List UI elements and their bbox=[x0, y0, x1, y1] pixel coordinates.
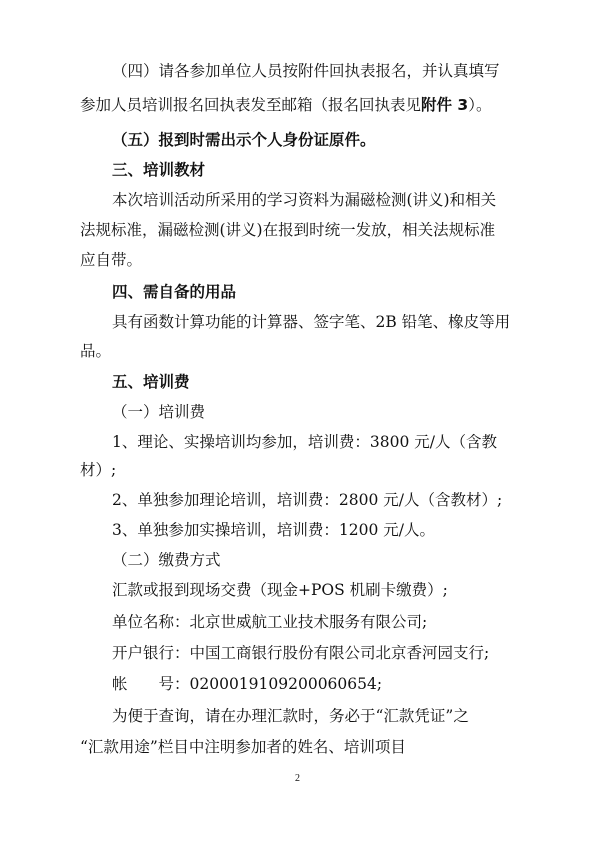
section-heading-fees: 五、培训费 bbox=[112, 373, 190, 391]
para-line-14: 材）; bbox=[80, 461, 117, 479]
para-line-15: 2、单独参加理论培训，培训费：2800 元/人（含教材）; bbox=[112, 491, 503, 509]
para-line-20: 开户银行：中国工商银行股份有限公司北京香河园支行; bbox=[112, 644, 490, 662]
para-line-10: 品。 bbox=[80, 342, 112, 360]
para-line-22: 为便于查询，请在办理汇款时，务必于“汇款凭证”之 bbox=[112, 707, 469, 725]
para-line-9: 具有函数计算功能的计算器、签字笔、2B 铅笔、橡皮等用 bbox=[112, 313, 511, 331]
page-number: 2 bbox=[295, 773, 300, 784]
para-line-13: 1、理论、实操培训均参加，培训费：3800 元/人（含教 bbox=[112, 433, 497, 451]
para-line-19: 单位名称：北京世威航工业技术服务有限公司; bbox=[112, 613, 428, 631]
para-line-18: 汇款或报到现场交费（现金+POS 机刷卡缴费）; bbox=[112, 581, 448, 599]
para-line-6: 法规标准，漏磁检测(讲义)在报到时统一发放，相关法规标准 bbox=[80, 221, 496, 239]
section-heading-supplies: 四、需自备的用品 bbox=[112, 283, 237, 301]
para-line-21: 帐 号：0200019109200060654; bbox=[112, 675, 383, 693]
para-line-16: 3、单独参加实操培训，培训费：1200 元/人。 bbox=[112, 521, 435, 539]
para-line-1: （四）请各参加单位人员按附件回执表报名，并认真填写 bbox=[112, 62, 500, 80]
para-line-5: 本次培训活动所采用的学习资料为漏磁检测(讲义)和相关 bbox=[112, 191, 497, 209]
para-line-3: （五）报到时需出示个人身份证原件。 bbox=[112, 131, 376, 149]
para-line-12: （一）培训费 bbox=[112, 403, 206, 421]
section-heading-materials: 三、培训教材 bbox=[112, 161, 206, 179]
para-line-7: 应自带。 bbox=[80, 251, 143, 269]
para-line-17: （二）缴费方式 bbox=[112, 551, 221, 569]
para-line-23: “汇款用途”栏目中注明参加者的姓名、培训项目 bbox=[80, 738, 406, 756]
para-line-2: 参加人员培训报名回执表发至邮箱（报名回执表见附件 3）。 bbox=[80, 96, 492, 114]
